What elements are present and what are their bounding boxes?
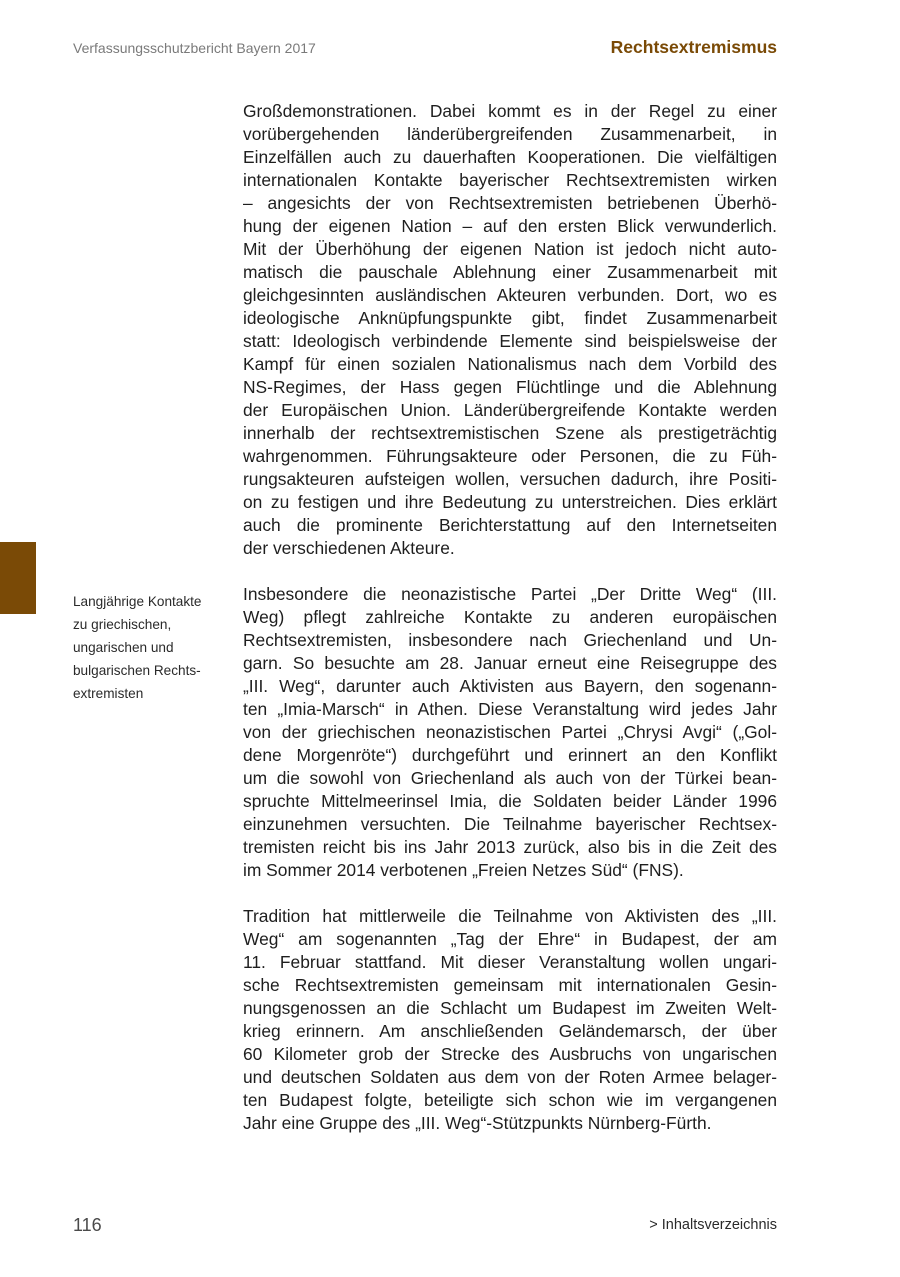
text-line: Kampf für einen sozialen Nationalismus nach dem Vorbild des xyxy=(243,354,777,374)
text-line: vorübergehenden länderübergreifenden Zusammenarbeit, in xyxy=(243,124,777,144)
text-line: auch die prominente Berichterstattung auf den Internetseiten xyxy=(243,515,777,535)
text-line: Jahr eine Gruppe des „III. Weg“-Stützpunkts Nürnberg-Fürth. xyxy=(243,1113,712,1133)
text-line: Großdemonstrationen. Dabei kommt es in der Regel zu einer xyxy=(243,101,777,121)
margin-note-line: extremisten xyxy=(73,686,144,701)
text-line: ten „Imia-Marsch“ in Athen. Diese Veranstaltung wird jedes Jahr xyxy=(243,699,777,719)
paragraph xyxy=(243,100,777,560)
text-line: und deutschen Soldaten aus dem von der Roten Armee belager- xyxy=(243,1067,777,1087)
text-line: 60 Kilometer grob der Strecke des Ausbruchs von ungarischen xyxy=(243,1044,777,1064)
table-of-contents-link[interactable]: > Inhaltsverzeichnis xyxy=(649,1217,777,1233)
section-title: Rechtsextremismus xyxy=(610,37,777,57)
text-line: Weg) pflegt zahlreiche Kontakte zu anderen europäischen xyxy=(243,607,777,627)
margin-note-line: zu griechischen, xyxy=(73,617,172,632)
body-text xyxy=(243,100,777,1158)
text-line: Rechtsextremisten, insbesondere nach Griechenland und Un- xyxy=(243,630,777,650)
text-line: 11. Februar stattfand. Mit dieser Veranstaltung wollen ungari- xyxy=(243,952,777,972)
text-line: Weg“ am sogenannten „Tag der Ehre“ in Budapest, der am xyxy=(243,929,777,949)
text-line: gleichgesinnten ausländischen Akteuren verbunden. Dort, wo es xyxy=(243,285,777,305)
margin-note xyxy=(73,590,223,705)
text-line: einzunehmen versuchten. Die Teilnahme bayerischer Rechtsex- xyxy=(243,814,777,834)
text-line: sche Rechtsextremisten gemeinsam mit internationalen Gesin- xyxy=(243,975,777,995)
paragraph xyxy=(243,583,777,882)
text-line: von der griechischen neonazistischen Partei „Chrysi Avgi“ („Gol- xyxy=(243,722,777,742)
text-line: NS-Regimes, der Hass gegen Flüchtlinge und die Ablehnung xyxy=(243,377,777,397)
text-line: Insbesondere die neonazistische Partei „Der Dritte Weg“ (III. xyxy=(243,584,777,604)
text-line: statt: Ideologisch verbindende Elemente sind beispielsweise der xyxy=(243,331,777,351)
text-line: ideologische Anknüpfungspunkte gibt, findet Zusammenarbeit xyxy=(243,308,777,328)
text-line: internationalen Kontakte bayerischer Rechtsextremisten wirken xyxy=(243,170,777,190)
text-line: der Europäischen Union. Länderübergreifende Kontakte werden xyxy=(243,400,777,420)
text-line: tremisten reicht bis ins Jahr 2013 zurück, also bis in die Zeit des xyxy=(243,837,777,857)
publication-title: Verfassungsschutzbericht Bayern 2017 xyxy=(73,40,316,56)
text-line: innerhalb der rechtsextremistischen Szene als prestigeträchtig xyxy=(243,423,777,443)
text-line: spruchte Mittelmeerinsel Imia, die Soldaten beider Länder 1996 xyxy=(243,791,777,811)
text-line: im Sommer 2014 verbotenen „Freien Netzes Süd“ (FNS). xyxy=(243,860,684,880)
text-line: Tradition hat mittlerweile die Teilnahme von Aktivisten des „III. xyxy=(243,906,777,926)
text-line: Mit der Überhöhung der eigenen Nation ist jedoch nicht auto- xyxy=(243,239,777,259)
text-line: – angesichts der von Rechtsextremisten betriebenen Überhö- xyxy=(243,193,777,213)
margin-note-line: bulgarischen Rechts- xyxy=(73,663,201,678)
text-line: garn. So besuchte am 28. Januar erneut eine Reisegruppe des xyxy=(243,653,777,673)
text-line: matisch die pauschale Ablehnung einer Zusammenarbeit mit xyxy=(243,262,777,282)
paragraph xyxy=(243,905,777,1135)
chapter-marker-tab xyxy=(0,542,36,614)
text-line: dene Morgenröte“) durchgeführt und erinnert an den Konflikt xyxy=(243,745,777,765)
text-line: hung der eigenen Nation – auf den ersten Blick verwunderlich. xyxy=(243,216,777,236)
margin-note-line: Langjährige Kontakte xyxy=(73,594,202,609)
margin-note-line: ungarischen und xyxy=(73,640,174,655)
text-line: um die sowohl von Griechenland als auch von der Türkei bean- xyxy=(243,768,777,788)
text-line: der verschiedenen Akteure. xyxy=(243,538,455,558)
text-line: „III. Weg“, darunter auch Aktivisten aus Bayern, den sogenann- xyxy=(243,676,777,696)
text-line: nungsgenossen an die Schlacht um Budapest im Zweiten Welt- xyxy=(243,998,777,1018)
text-line: rungsakteuren aufsteigen wollen, versuchen dadurch, ihre Positi- xyxy=(243,469,777,489)
text-line: wahrgenommen. Führungsakteure oder Personen, die zu Füh- xyxy=(243,446,777,466)
text-line: Einzelfällen auch zu dauerhaften Kooperationen. Die vielfältigen xyxy=(243,147,777,167)
text-line: ten Budapest folgte, beteiligte sich schon wie im vergangenen xyxy=(243,1090,777,1110)
text-line: on zu festigen und ihre Bedeutung zu unterstreichen. Dies erklärt xyxy=(243,492,777,512)
page-number: 116 xyxy=(73,1215,102,1235)
text-line: krieg erinnern. Am anschließenden Geländemarsch, der über xyxy=(243,1021,777,1041)
